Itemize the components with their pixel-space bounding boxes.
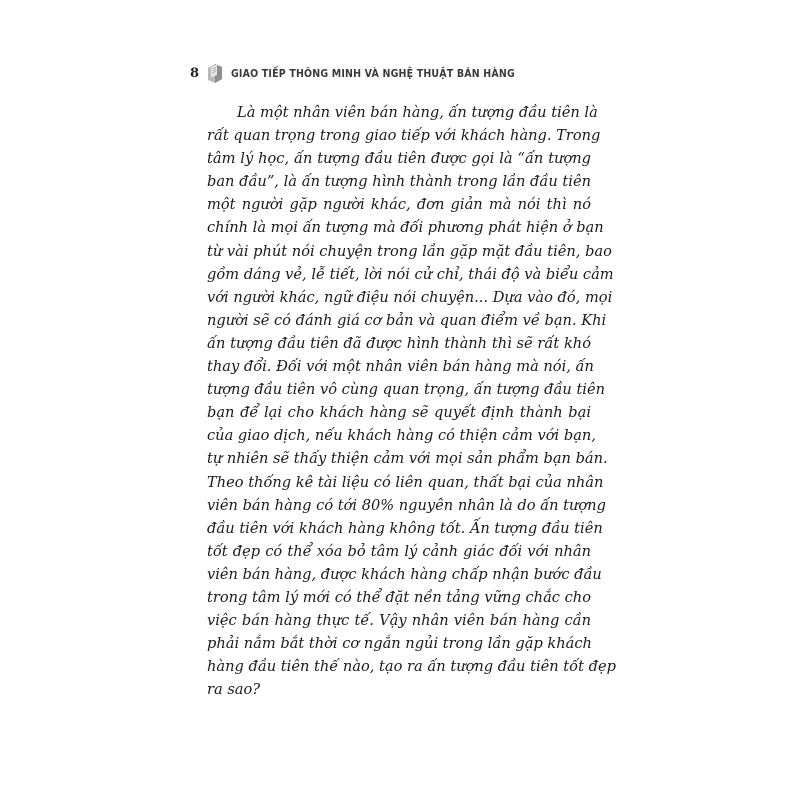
body-line: bạn để lại cho khách hàng sẽ quyết định thành bại	[207, 404, 591, 422]
body-line: tự nhiên sẽ thấy thiện cảm với mọi sản phẩm bạn bán.	[207, 450, 608, 468]
body-line: hàng đầu tiên thế nào, tạo ra ấn tượng đầu tiên tốt đẹp	[207, 658, 616, 676]
body-line: người sẽ có đánh giá cơ bản và quan điểm về bạn. Khi	[207, 311, 607, 329]
body-paragraph	[207, 101, 616, 701]
body-line: tâm lý học, ấn tượng đầu tiên được gọi là “ấn tượng	[207, 150, 591, 168]
body-line: tượng đầu tiên vô cùng quan trọng, ấn tượng đầu tiên	[207, 381, 606, 399]
body-line: thay đổi. Đối với một nhân viên bán hàng mà nói, ấn	[207, 358, 594, 376]
body-line: phải nắm bắt thời cơ ngắn ngủi trong lần gặp khách	[207, 635, 592, 653]
body-line: viên bán hàng, được khách hàng chấp nhận bước đầu	[207, 565, 602, 583]
body-line: ra sao?	[207, 681, 261, 699]
body-line: trong tâm lý mới có thể đặt nền tảng vững chắc cho	[207, 588, 591, 606]
body-line: của giao dịch, nếu khách hàng có thiện cảm với bạn,	[207, 427, 596, 445]
running-header-title: GIAO TIẾP THÔNG MINH VÀ NGHỆ THUẬT BÁN HÀNG	[231, 66, 515, 80]
body-line: gồm dáng vẻ, lễ tiết, lời nói cử chỉ, thái độ và biểu cảm	[207, 265, 614, 283]
body-line: tốt đẹp có thể xóa bỏ tâm lý cảnh giác đối với nhân	[207, 542, 591, 560]
body-line: với người khác, ngữ điệu nói chuyện... Dựa vào đó, mọi	[207, 288, 613, 306]
body-line: việc bán hàng thực tế. Vậy nhân viên bán hàng cần	[207, 612, 591, 630]
body-line: Là một nhân viên bán hàng, ấn tượng đầu tiên là	[237, 104, 598, 121]
body-line: ấn tượng đầu tiên đã được hình thành thì sẽ rất khó	[207, 334, 591, 352]
page-number: 8	[190, 65, 200, 81]
body-line: đầu tiên với khách hàng không tốt. Ấn tượng đầu tiên	[207, 519, 603, 537]
body-line: từ vài phút nói chuyện trong lần gặp mặt đầu tiên, bao	[207, 242, 612, 260]
body-line: Theo thống kê tài liệu có liên quan, thất bại của nhân	[207, 473, 604, 491]
body-line: ban đầu”, là ấn tượng hình thành trong lần đầu tiên	[207, 173, 591, 191]
body-line: một người gặp người khác, đơn giản mà nói thì nó	[207, 196, 591, 214]
body-line: viên bán hàng có tới 80% nguyên nhân là do ấn tượng	[207, 496, 606, 514]
body-line: rất quan trọng trong giao tiếp với khách hàng. Trong	[207, 127, 601, 145]
running-header	[190, 62, 561, 84]
body-line: chính là mọi ấn tượng mà đối phương phát hiện ở bạn	[207, 219, 604, 237]
book-corner-icon	[205, 62, 225, 84]
